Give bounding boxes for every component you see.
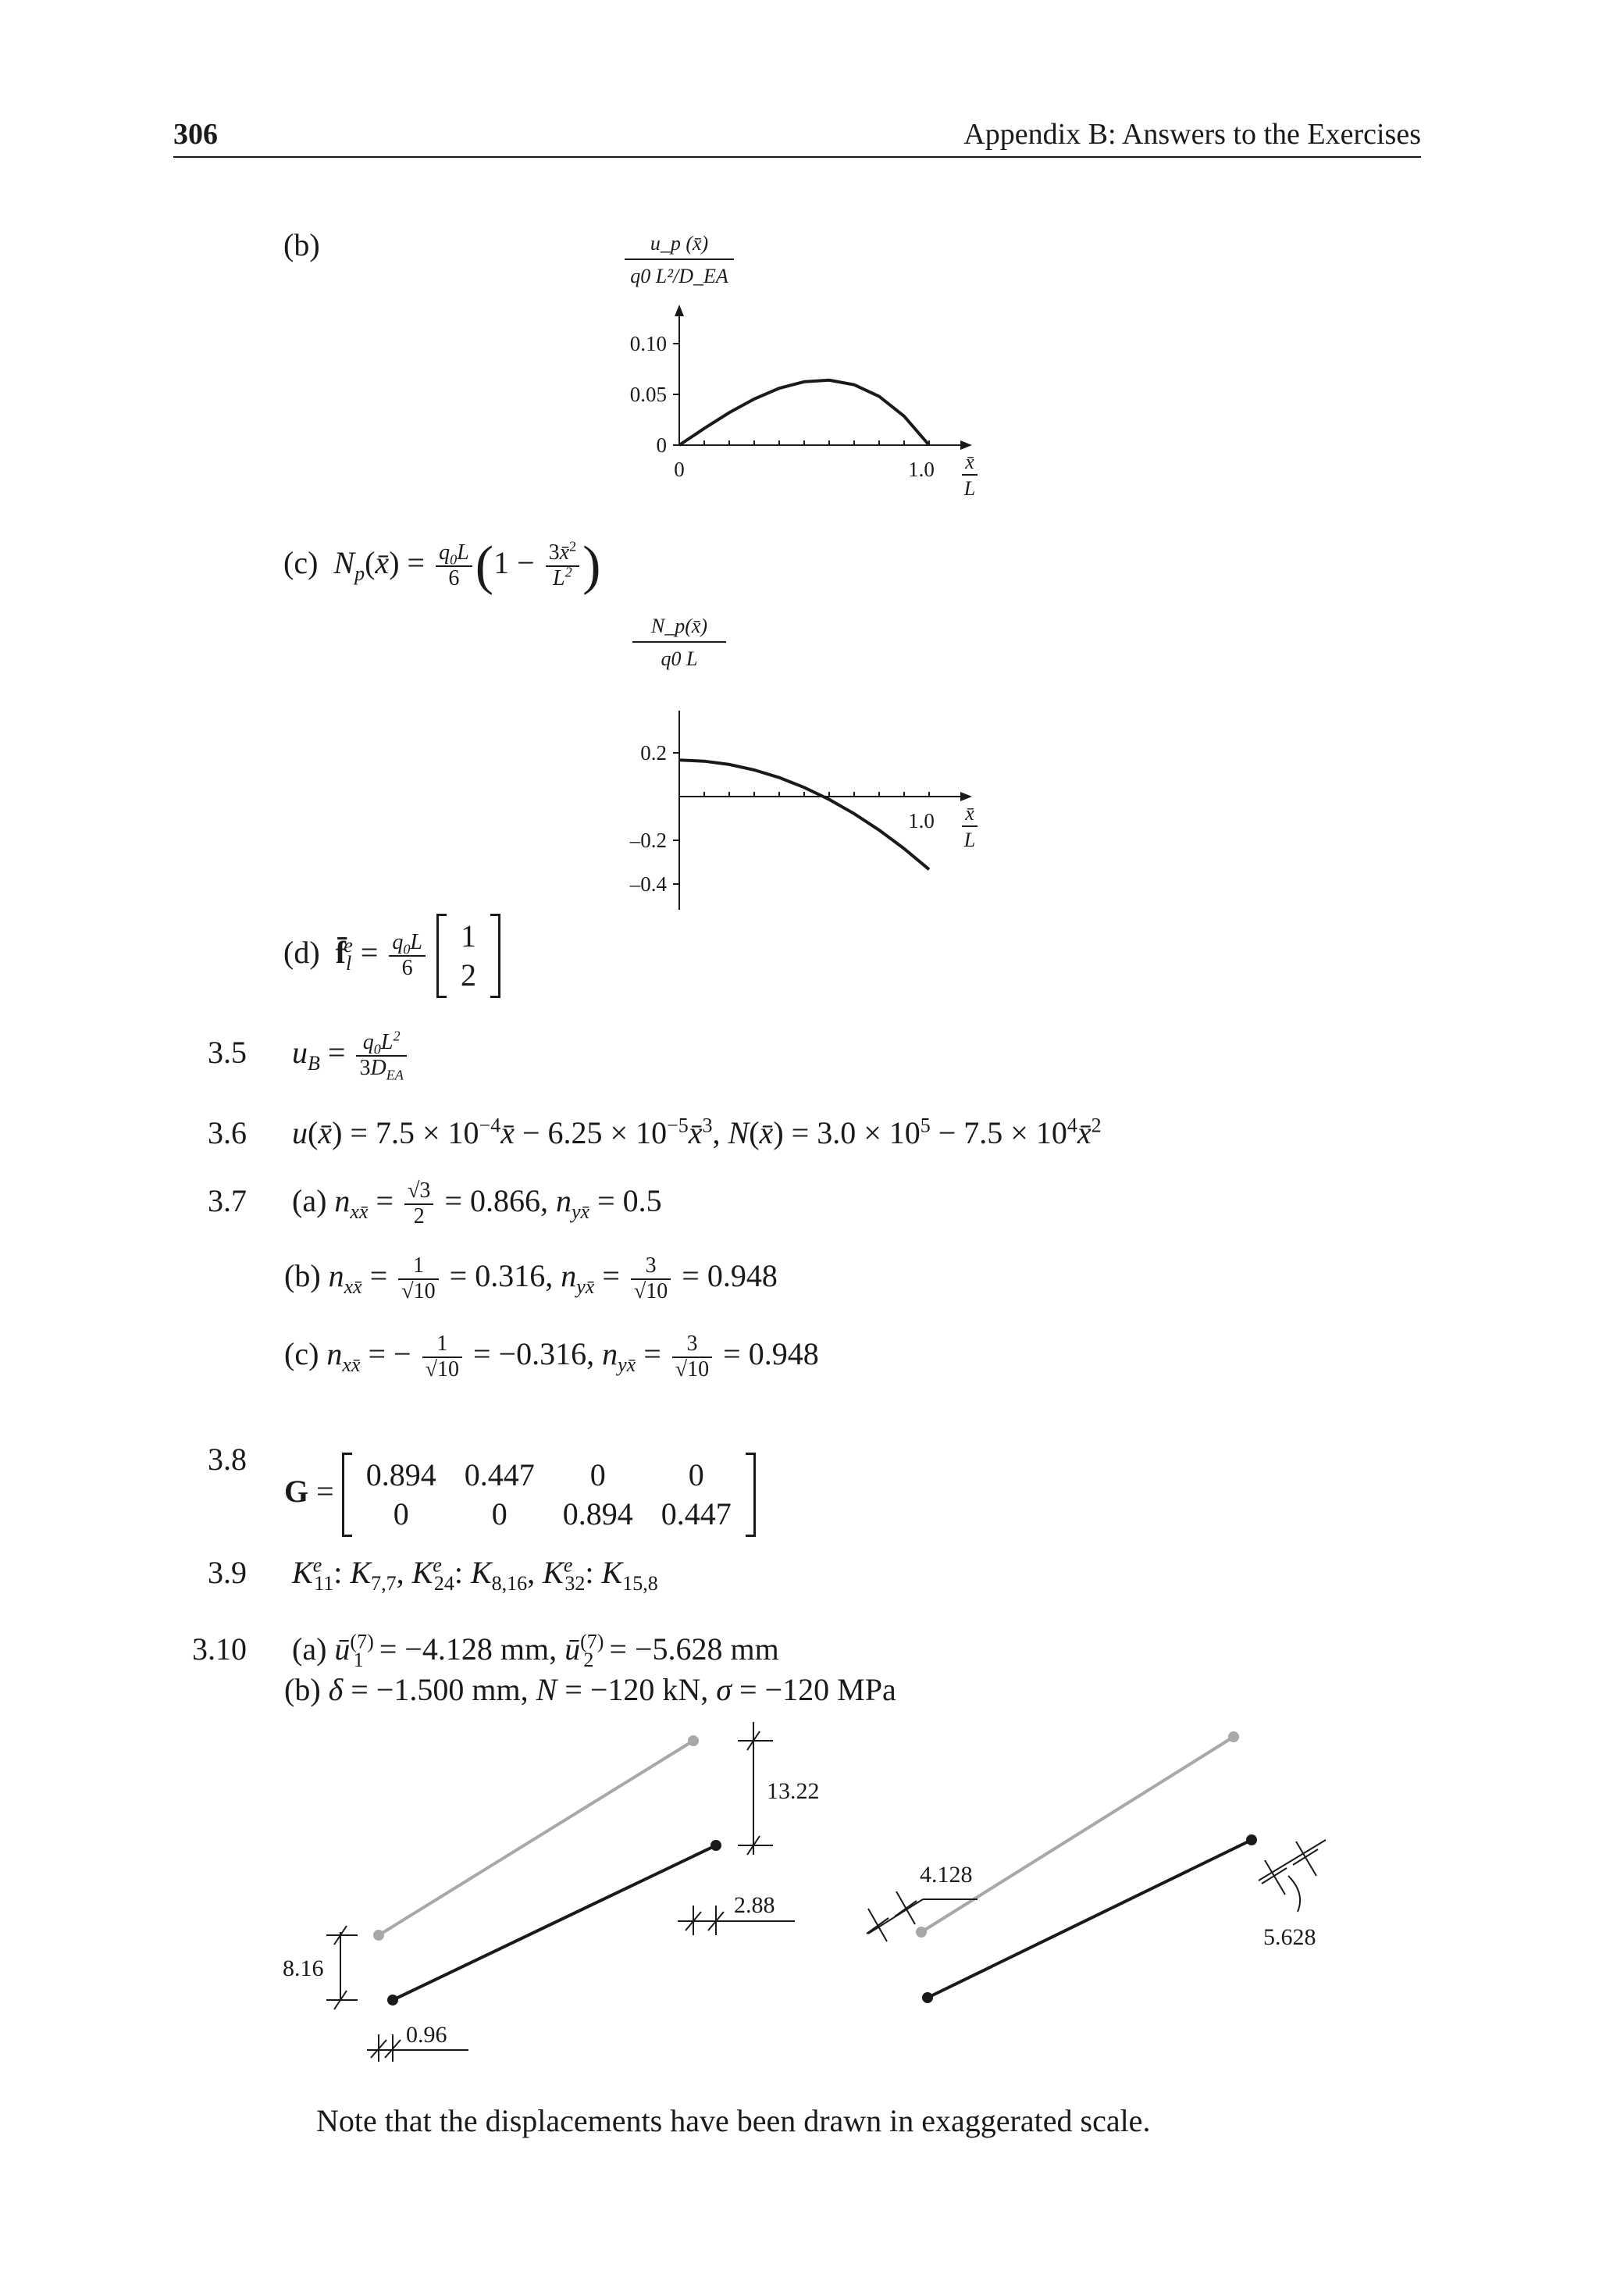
answer-3-7a: 3.7 (a) $n_{xx̄}$ = $\frac{√3}{2}$ = 0.866, $n_{yx̄} = 0.5$ (208, 1178, 662, 1228)
header-rule (173, 156, 1421, 158)
part-b-label: (b) (283, 227, 320, 262)
value: = −1.500 mm, (351, 1672, 529, 1707)
x-tick-label: 0 (674, 458, 685, 481)
x-axis-arrow (960, 440, 972, 450)
matrix-cell: 0 (491, 1496, 507, 1531)
chart-c (601, 609, 1007, 922)
dim-label: 0.96 (406, 2022, 447, 2048)
y-axis-label: q0 L²/D_EA (630, 265, 728, 287)
running-title: Appendix B: Answers to the Exercises (963, 118, 1421, 151)
node-undeformed (373, 1930, 384, 1941)
value: = −120 kN, (564, 1672, 709, 1707)
series-line (679, 380, 929, 445)
value: = 0.316, (449, 1257, 554, 1293)
dim-label: 8.16 (283, 1956, 324, 1981)
node-undeformed (1228, 1731, 1239, 1742)
answer-3-7b: (b) $n_{xx̄}$ = $\frac{1}{√10}$ = 0.316, $n_{yx̄}$ = $\frac{3}{√10}$ = 0.948 (284, 1253, 778, 1303)
dimension-tick (895, 1901, 917, 1916)
page-number: 306 (173, 118, 218, 151)
x-tick-label: 1.0 (908, 809, 935, 832)
part-d-formula: (d) $f̄_l^e$ = $\frac{q_0L}{6}$ 1 2 (283, 914, 500, 998)
matrix-cell: 0 (589, 1457, 606, 1492)
chart-b (601, 226, 1007, 508)
y-tick-label: 0 (656, 433, 667, 457)
value: = 0.866, (444, 1182, 548, 1218)
node-undeformed (916, 1927, 927, 1938)
undeformed-bar-right (921, 1737, 1234, 1932)
answer-3-5: 3.5 $u_B$ = $\frac{q_0L^2}{3D_{EA}}$ (208, 1031, 410, 1081)
part-c-label: (c) (283, 545, 319, 581)
y-tick-label: –0.4 (629, 872, 667, 896)
answer-number: 3.9 (208, 1555, 247, 1590)
y-tick-label: 0.2 (640, 741, 667, 765)
note: Note that the displacements have been drawn in exaggerated scale. (316, 2103, 1151, 2138)
y-axis-label: q0 L (661, 647, 698, 670)
answer-3-8: G = 0.894 0.447 0 0 0 0 0.894 0.447 (284, 1453, 756, 1537)
y-tick-label: 0.10 (629, 332, 667, 355)
node-undeformed (688, 1735, 699, 1746)
value: = −0.316, (473, 1335, 595, 1371)
answer-3-10b: (b) δ = −1.500 mm, N = −120 kN, σ = −120 MPa (284, 1672, 896, 1707)
answer-3-10a: 3.10 (a) $ū^{(7)}_1 = -4.128$ mm, $ū^{(7)}_2 = -5.628$ mm (192, 1630, 779, 1671)
displacement-diagram (0, 1702, 1599, 2062)
matrix-cell: 0.894 (365, 1457, 436, 1492)
value: = −4.128 mm, (379, 1631, 557, 1667)
x-axis-label: L (963, 829, 976, 851)
dim-label: 2.88 (734, 1892, 775, 1918)
answer-3-9: 3.9 $K^e_{11}$: $K_{7,7}$, $K^e_{24}$: $K_{8,16}$, $K^e_{32}$: $K_{15,8}$ (208, 1553, 658, 1595)
answer-3-6: 3.6 u(x̄) = $7.5 \times 10^{-4}x̄ - 6.25$ × $10^{-5}x̄^3$, N(x̄) = $3.0 \times 10^5 - 7.5$ × $10^4x̄^2$ (208, 1114, 1102, 1150)
y-tick-label: –0.2 (629, 829, 667, 852)
x-axis-label: x̄ (965, 802, 974, 825)
node-deformed (387, 1995, 398, 2005)
dim-label: 13.22 (767, 1778, 820, 1804)
answer-number: 3.7 (208, 1182, 247, 1218)
dimension-tick (1265, 1860, 1285, 1895)
part-d-label: (d) (283, 935, 320, 971)
deformed-bar-left (393, 1845, 716, 2000)
deformed-bar-right (928, 1840, 1252, 1998)
dim-label: 4.128 (920, 1862, 973, 1888)
matrix-cell: 0.894 (562, 1496, 633, 1531)
x-axis-label: x̄ (965, 451, 974, 473)
node-deformed (922, 1992, 933, 2003)
answer-3-7c: (c) $n_{xx̄}$ = − $\frac{1}{√10}$ = −0.316, $n_{yx̄}$ = $\frac{3}{√10}$ = 0.948 (284, 1332, 819, 1382)
part-c-formula: (c) $N_p(x̄)$ = $\frac{q_0L}{6}$ (1 − $\frac{3x̄^2}{L^2}$ ) (283, 536, 601, 596)
vector-entry: 1 (460, 918, 476, 954)
value: = 0.948 (682, 1257, 778, 1293)
matrix-g (342, 1453, 756, 1537)
matrix-cell: 0 (688, 1457, 704, 1492)
dim-label: 5.628 (1263, 1924, 1316, 1950)
value: = −5.628 mm (609, 1631, 779, 1667)
matrix-cell: 0.447 (464, 1457, 535, 1492)
y-axis-label: u_p (x̄) (650, 232, 709, 255)
x-tick-label: 1.0 (908, 458, 935, 481)
matrix-cell: 0 (393, 1496, 409, 1531)
answer-number: 3.6 (208, 1115, 247, 1150)
dimension-leader (1288, 1876, 1300, 1912)
answer-number: 3.10 (192, 1631, 247, 1667)
node-deformed (1246, 1834, 1257, 1845)
node-deformed (710, 1840, 721, 1851)
value: = −120 MPa (739, 1672, 896, 1707)
x-axis-arrow (960, 792, 972, 801)
y-tick-label: 0.05 (629, 383, 667, 406)
undeformed-bar-left (379, 1741, 693, 1935)
answer-3-8-number: 3.8 (208, 1442, 247, 1477)
matrix-cell: 0.447 (661, 1496, 732, 1531)
y-axis-arrow (675, 305, 684, 316)
x-axis-label: L (963, 477, 976, 500)
vector-entry: 2 (460, 957, 476, 993)
value: = 0.948 (723, 1335, 819, 1371)
dimension-tick (867, 1918, 889, 1934)
value: = 0.5 (597, 1182, 662, 1218)
y-axis-label: N_p(x̄) (650, 615, 708, 637)
series-line (679, 760, 929, 869)
vector-fl (436, 914, 500, 998)
answer-number: 3.5 (208, 1034, 247, 1070)
